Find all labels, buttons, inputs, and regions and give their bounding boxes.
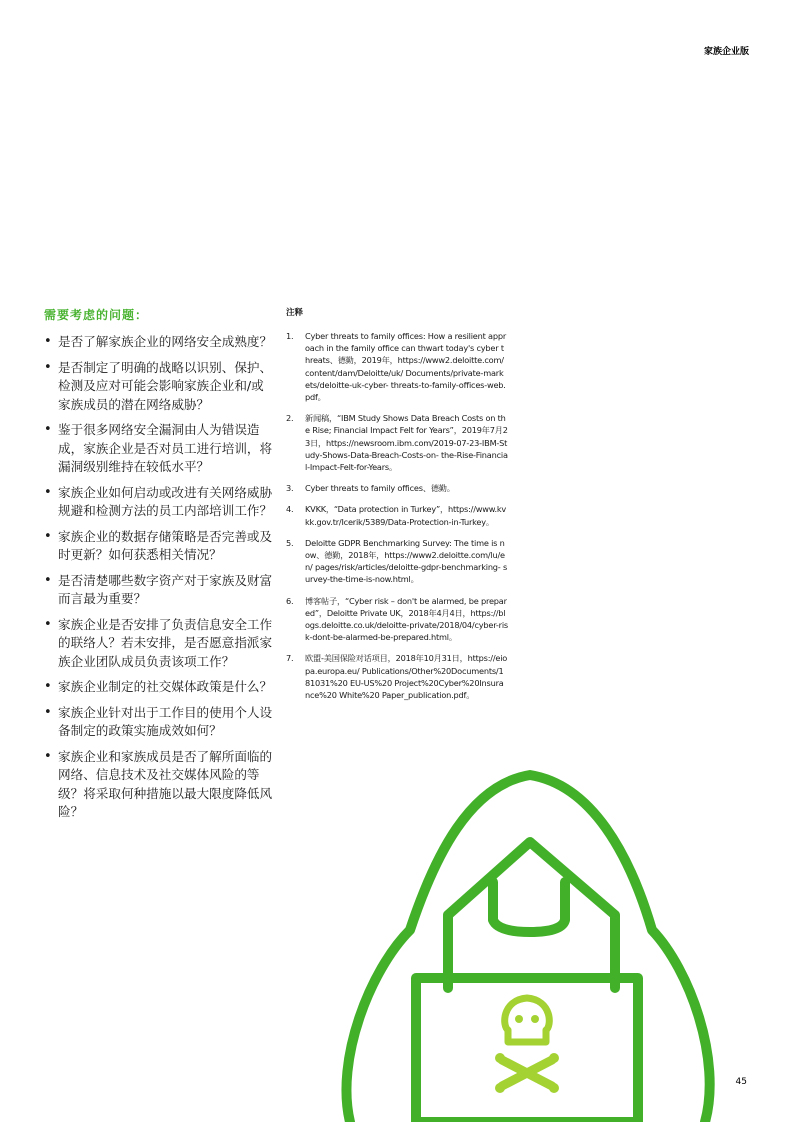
skull-eye-shape <box>515 1015 523 1023</box>
note-text: Cyber threats to family offices: How a resilient approach in the family office can thwart today's cyber threats、德勤，2019年，https://www2.deloitte.com/content/dam/Deloitte/uk/ Documents/private-markets/deloitte-uk-cyber- threats-to-family-offices-web.pdf。 <box>305 331 507 403</box>
notes-section <box>286 306 508 710</box>
page-number: 45 <box>735 1077 747 1087</box>
note-number: 7. <box>286 653 294 664</box>
questions-section <box>44 306 276 829</box>
note-item <box>286 595 508 644</box>
header-label: 家族企业版 <box>703 47 749 57</box>
note-text: 新闻稿，“IBM Study Shows Data Breach Costs on the Rise; Financial Impact Felt for Years”，2019年7月23日，https://newsroom.ibm.com/2019-07-23-IBM-Study-Shows-Data-Breach-Costs-on- the-Rise-Financial-Impact-Felt-for-Years。 <box>305 413 508 473</box>
note-number: 3. <box>286 483 294 494</box>
question-item: • 是否清楚哪些数字资产对于家族及财富而言最为重要？ <box>44 572 276 609</box>
crossbones-shape <box>502 1060 552 1086</box>
crossbone-end-shape <box>495 1053 505 1063</box>
note-number: 6. <box>286 595 294 606</box>
question-item: • 家族企业的数据存储策略是否完善或及时更新？如何获悉相关情况？ <box>44 528 276 565</box>
question-item: • 家族企业和家族成员是否了解所面临的网络、信息技术及社交媒体风险的等级？将采取何种措施以最大限度降低风险？ <box>44 748 276 822</box>
skull-crossbones-icon <box>495 998 559 1093</box>
note-item <box>286 503 508 527</box>
crossbone-end-shape <box>549 1083 559 1093</box>
face-opening-shape <box>448 842 615 988</box>
questions-heading: 需要考虑的问题： <box>44 308 149 322</box>
notes-heading: 注释 <box>286 308 304 318</box>
question-item: • 鉴于很多网络安全漏洞由人为错误造成，家族企业是否对员工进行培训，将漏洞级别维持在较低水平？ <box>44 421 276 477</box>
question-item: • 是否制定了明确的战略以识别、保护、检测及应对可能会影响家族企业和/或家族成员的潜在网络威胁？ <box>44 359 276 415</box>
skull-outline-shape <box>505 998 550 1042</box>
mouth-shape <box>493 882 565 932</box>
question-item: • 家族企业如何启动或改进有关网络威胁规避和检测方法的员工内部培训工作？ <box>44 484 276 521</box>
question-item: • 家族企业是否安排了负责信息安全工作的联络人？若未安排，是否愿意指派家族企业团队成员负责该项工作？ <box>44 616 276 672</box>
questions-list <box>44 333 276 822</box>
note-item <box>286 652 508 701</box>
note-item <box>286 482 508 494</box>
question-item: • 是否了解家族企业的网络安全成熟度？ <box>44 333 276 352</box>
crossbone-end-shape <box>495 1083 505 1093</box>
note-text: Deloitte GDPR Benchmarking Survey: The time is now、德勤，2018年，https://www2.deloitte.com/lu/en/ pages/risk/articles/deloitte-gdpr-benchmarking- survey-the-time-is-now.html。 <box>305 537 508 585</box>
note-text: 博客帖子，“Cyber risk – don't be alarmed, be prepared”，Deloitte Private UK，2018年4月4日，https://blogs.deloitte.co.uk/deloitte-private/2018/04/cyber-risk-dont-be-alarmed-be-prepared.html。 <box>305 595 508 643</box>
note-item <box>286 412 508 473</box>
note-text: Cyber threats to family offices、德勤。 <box>305 483 455 494</box>
question-item: • 家族企业制定的社交媒体政策是什么？ <box>44 678 276 697</box>
crossbone-end-shape <box>549 1053 559 1063</box>
note-text: 欧盟-美国保险对话项目，2018年10月31日，https://eiopa.europa.eu/ Publications/Other%20Documents/181031%20 EU-US%20 Project%20Cyber%20Insurance%20 White%20 Paper_publication.pdf。 <box>305 653 508 701</box>
skull-eye-shape <box>531 1015 539 1023</box>
note-number: 5. <box>286 537 294 548</box>
note-number: 4. <box>286 504 294 515</box>
note-text: KVKK，“Data protection in Turkey”，https://www.kvkk.gov.tr/Icerik/5389/Data-Protection-in-Turkey。 <box>305 504 507 527</box>
note-item <box>286 330 508 403</box>
note-number: 1. <box>286 331 294 341</box>
hooded-hacker-laptop-skull-icon <box>330 760 730 1122</box>
note-number: 2. <box>286 413 294 424</box>
note-item <box>286 537 508 586</box>
question-item: • 家族企业针对出于工作目的使用个人设备制定的政策实施成效如何？ <box>44 704 276 741</box>
